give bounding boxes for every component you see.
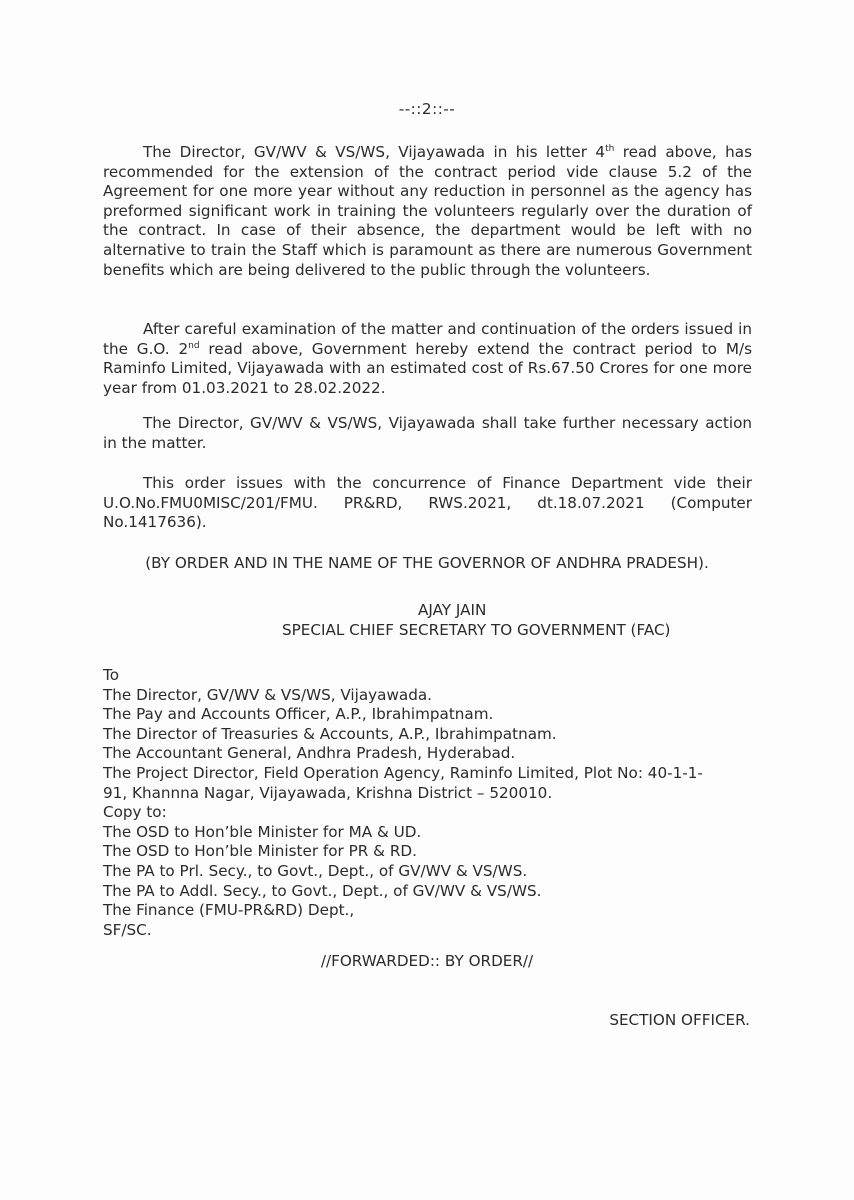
signatory-name: AJAY JAIN (418, 601, 487, 619)
paragraph-text: After careful examination of the matter and continuation of the orders issued in the G.O. 2 (103, 320, 752, 358)
to-label: To (103, 666, 119, 684)
recipient-line: The Project Director, Field Operation Agency, Raminfo Limited, Plot No: 40-1-1- (103, 763, 703, 782)
copy-to-label: Copy to: (103, 803, 167, 822)
paragraph-extension-recommendation (103, 143, 752, 280)
recipient-line: The Director of Treasuries & Accounts, A.P., Ibrahimpatnam. (103, 724, 557, 743)
superscript: nd (188, 340, 200, 351)
section-officer: SECTION OFFICER. (609, 1011, 750, 1029)
signatory-block (280, 600, 780, 640)
copy-line: The Finance (FMU-PR&RD) Dept., (103, 901, 355, 920)
paragraph-text: read above, has recommended for the extension of the contract period vide clause 5.2 of the Agreement for one more year without any reduction in personnel as the agency has preformed significant work in training the volunteers regularly over the duration of the contract. In case of their absence, the department would be left with no alternative to train the Staff which is paramount as there are numerous Government benefits which are being delivered to the public through the volunteers. (103, 143, 752, 279)
copy-line: The PA to Addl. Secy., to Govt., Dept., of GV/WV & VS/WS. (103, 881, 542, 900)
recipients-block (103, 666, 763, 940)
paragraph-text: read above, Government hereby extend the contract period to M/s Raminfo Limited, Vijayawada with an estimated cost of Rs.67.50 Crores for one more year from 01.03.2021 to 28.02.2022. (103, 339, 752, 397)
superscript: th (605, 143, 615, 154)
copy-line: The OSD to Hon’ble Minister for PR & RD. (103, 842, 417, 861)
paragraph-finance-concurrence: This order issues with the concurrence of Finance Department vide their U.O.No.FMU0MISC/201/FMU. PR&RD, RWS.2021, dt.18.07.2021 (Computer No.1417636). (103, 474, 752, 532)
paragraph-text: The Director, GV/WV & VS/WS, Vijayawada in his letter 4 (143, 143, 606, 161)
copy-line: SF/SC. (103, 920, 152, 939)
page-number: --::2::-- (398, 100, 456, 118)
paragraph-further-action: The Director, GV/WV & VS/WS, Vijayawada shall take further necessary action in the matter. (103, 414, 752, 452)
recipient-line: 91, Khannna Nagar, Vijayawada, Krishna District – 520010. (103, 783, 553, 802)
governor-order-line: (BY ORDER AND IN THE NAME OF THE GOVERNOR OF ANDHRA PRADESH). (145, 554, 709, 572)
recipient-line: The Accountant General, Andhra Pradesh, Hyderabad. (103, 744, 516, 763)
recipient-line: The Pay and Accounts Officer, A.P., Ibrahimpatnam. (103, 705, 494, 724)
copy-line: The PA to Prl. Secy., to Govt., Dept., of GV/WV & VS/WS. (103, 861, 528, 880)
signatory-designation: SPECIAL CHIEF SECRETARY TO GOVERNMENT (FAC) (282, 621, 671, 639)
copy-line: The OSD to Hon’ble Minister for MA & UD. (103, 822, 422, 841)
recipient-line: The Director, GV/WV & VS/WS, Vijayawada. (103, 685, 432, 704)
paragraph-extension-order (103, 320, 752, 398)
forwarded-line: //FORWARDED:: BY ORDER// (320, 952, 534, 970)
